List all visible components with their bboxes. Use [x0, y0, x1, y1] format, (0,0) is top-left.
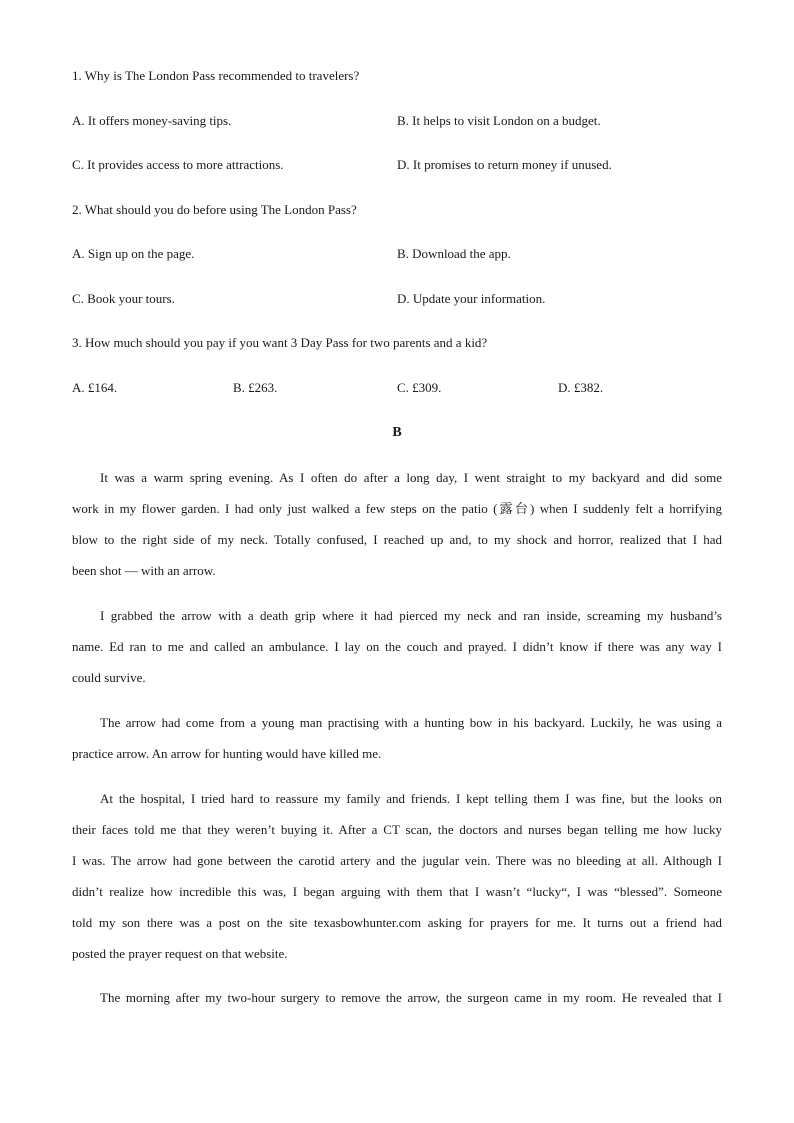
paragraph-line: It was a warm spring evening. As I often do after a long day, I went straight to my backyard and did some: [100, 470, 722, 485]
paragraph-line: blow to the right side of my neck. Totally confused, I reached up and, to my shock and horror, realized that I had: [72, 532, 722, 547]
question-3-option-c: C. £309.: [397, 380, 442, 395]
paragraph-line: At the hospital, I tried hard to reassure my family and friends. I kept telling them I was fine, but the looks on: [100, 791, 722, 806]
question-1-option-c: C. It provides access to more attractions.: [72, 157, 284, 172]
section-heading: B: [392, 425, 402, 440]
question-3-stem: 3. How much should you pay if you want 3 Day Pass for two parents and a kid?: [72, 335, 488, 350]
question-1-option-a: A. It offers money-saving tips.: [72, 113, 232, 128]
question-2-option-a: A. Sign up on the page.: [72, 246, 195, 261]
question-3-option-d: D. £382.: [558, 380, 604, 395]
paragraph-line: didn’t realize how incredible this was, I began arguing with them that I wasn’t “lucky“, I was “blessed”. Someone: [72, 884, 722, 899]
question-2-option-b: B. Download the app.: [397, 246, 511, 261]
paragraph-line: I was. The arrow had gone between the carotid artery and the jugular vein. There was no bleeding at all. Although I: [72, 853, 722, 868]
paragraph-line: I grabbed the arrow with a death grip where it had pierced my neck and ran inside, screaming my husband’s: [100, 608, 722, 623]
paragraph-line: work in my flower garden. I had only just walked a few steps on the patio (露台) when I suddenly felt a horrifying: [72, 501, 722, 516]
passage-paragraph-5: [72, 982, 722, 1013]
question-2-option-d: D. Update your information.: [397, 291, 546, 306]
paragraph-line: could survive.: [72, 670, 146, 685]
paragraph-line: name. Ed ran to me and called an ambulance. I lay on the couch and prayed. I didn’t know if there was any way I: [72, 639, 722, 654]
question-3-option-b: B. £263.: [233, 380, 278, 395]
passage-paragraph-2: [72, 600, 722, 693]
paragraph-line: The arrow had come from a young man practising with a hunting bow in his backyard. Luckily, he was using a: [100, 715, 722, 730]
paragraph-line: posted the prayer request on that website.: [72, 946, 288, 961]
passage-paragraph-4: [72, 783, 722, 969]
paragraph-line: their faces told me that they weren’t buying it. After a CT scan, the doctors and nurses began telling me how lucky: [72, 822, 722, 837]
question-1-option-d: D. It promises to return money if unused.: [397, 157, 612, 172]
paragraph-line: told my son there was a post on the site texasbowhunter.com asking for prayers for me. It turns out a friend had: [72, 915, 722, 930]
passage-paragraph-1: [72, 462, 722, 586]
question-1-option-b: B. It helps to visit London on a budget.: [397, 113, 601, 128]
paragraph-line: The morning after my two-hour surgery to remove the arrow, the surgeon came in my room. He revealed that I: [100, 990, 722, 1005]
question-3-option-a: A. £164.: [72, 380, 118, 395]
question-2-option-c: C. Book your tours.: [72, 291, 175, 306]
paragraph-line: practice arrow. An arrow for hunting would have killed me.: [72, 746, 382, 761]
question-1-stem: 1. Why is The London Pass recommended to travelers?: [72, 68, 360, 83]
question-2-stem: 2. What should you do before using The London Pass?: [72, 202, 357, 217]
passage-paragraph-3: [72, 707, 722, 769]
paragraph-line: been shot — with an arrow.: [72, 563, 216, 578]
